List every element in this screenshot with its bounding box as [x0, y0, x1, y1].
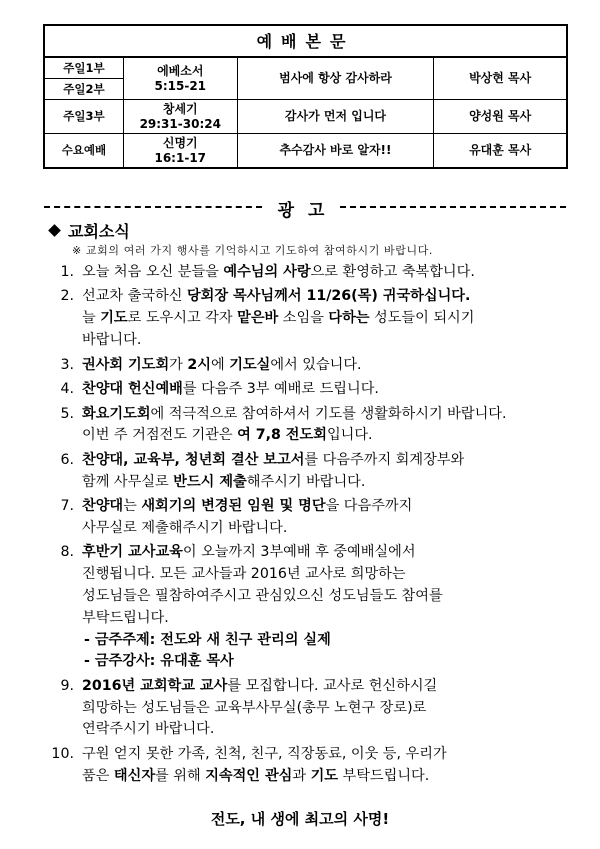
notice-line [82, 379, 570, 401]
notice-text: 연락주시기 바랍니다. [82, 721, 215, 738]
notice-item [40, 676, 570, 741]
worship-table-title: 예배본문 [44, 25, 567, 57]
notice-emphasis: 찬양대 헌신예배 [82, 381, 183, 398]
notice-line [82, 355, 570, 377]
notice-text: 로 도우시고 각자 [127, 310, 238, 327]
notice-number: 10. [51, 745, 74, 762]
notice-line [82, 450, 570, 472]
notice-line [82, 744, 570, 766]
notice-line [82, 586, 570, 608]
notice-line [82, 698, 570, 720]
notice-emphasis: 기도 [310, 767, 338, 784]
notice-text: 바랍니다. [82, 332, 142, 349]
worship-table [43, 24, 568, 169]
notice-text: 사무실로 제출해주시기 바랍니다. [82, 519, 288, 536]
notice-line [82, 330, 570, 352]
scripture-cell [123, 57, 237, 100]
diamond-bullet-icon [48, 224, 61, 237]
notice-text: 구원 얻지 못한 가족, 친척, 친구, 직장동료, 이웃 등, 우리가 [82, 745, 447, 762]
notice-item [40, 744, 570, 788]
notice-item [40, 404, 570, 448]
scripture-cell [123, 100, 237, 134]
notice-list [40, 262, 570, 790]
scripture-book: 신명기 [162, 135, 198, 150]
notice-text: 희망하는 성도님들은 교육부사무실(총무 노현구 장로)로 [82, 699, 427, 716]
notice-emphasis: 반드시 제출 [173, 473, 247, 490]
notice-number: 4. [60, 381, 74, 398]
notice-text: 는 [123, 498, 142, 515]
notice-text: 에 적극적으로 참여하셔서 기도를 생활화하시기 바랍니다. [150, 405, 507, 422]
notice-line [82, 542, 570, 564]
scripture-ref: 29:31-30:24 [139, 116, 221, 131]
service-name: 수요예배 [44, 134, 123, 169]
notice-text: 늘 [82, 310, 101, 327]
notice-emphasis: 기도 [100, 310, 128, 327]
notice-line [82, 518, 570, 540]
notice-emphasis: 태신자 [113, 767, 156, 784]
notice-text: 해주시기 바랍니다. [246, 473, 366, 490]
notice-text: 부탁드립니다. [82, 609, 169, 626]
notice-emphasis: 후반기 교사교육 [82, 544, 183, 561]
preacher-name: 유대훈 목사 [434, 134, 567, 169]
closing-slogan: 전도, 내 생에 최고의 사명! [210, 810, 390, 828]
notice-emphasis: 지속적인 관심 [205, 767, 293, 784]
notice-text: 부탁드립니다. [338, 767, 430, 784]
section-title: 교회소식 [68, 221, 130, 241]
sermon-title: 범사에 항상 감사하라 [237, 57, 434, 100]
sermon-title: 감사가 먼저 입니다 [237, 100, 434, 134]
notice-text: 이 오늘까지 3부예배 후 중예배실에서 [182, 544, 416, 561]
ads-heading [0, 196, 600, 221]
notice-line [82, 766, 570, 788]
notice-subitem: - 금주주제: 전도와 새 친구 관리의 실제 [84, 631, 331, 648]
scripture-ref: 5:15-21 [154, 78, 207, 93]
notice-item [40, 450, 570, 494]
service-name: 주일2부 [44, 79, 123, 100]
scripture-ref: 16:1-17 [154, 150, 207, 165]
notice-line [82, 262, 570, 284]
notice-number: 1. [60, 264, 74, 280]
notice-emphasis: 기도실 [229, 356, 271, 373]
notice-line [82, 472, 570, 494]
notice-text: 이번 주 거점전도 기관은 [82, 427, 238, 444]
scripture-cell [123, 134, 237, 169]
notice-text: 에서 있습니다. [270, 356, 362, 373]
notice-text: 성도님들은 필참하여주시고 관심있으신 성도님들도 참여를 [82, 587, 443, 604]
notice-text: 품은 [82, 767, 114, 784]
section-heading [50, 219, 130, 241]
notice-emphasis: 2016년 교회학교 교사 [82, 677, 228, 694]
section-note: ※ 교회의 여러 가지 행사를 기억하시고 기도하여 참여하시기 바랍니다. [72, 244, 434, 257]
notice-text: 를 위해 [155, 767, 206, 784]
notice-line [82, 425, 570, 447]
notice-emphasis: 찬양대 [82, 498, 124, 515]
notice-emphasis: 당회장 목사님께서 11/26(목) 귀국하십니다. [186, 288, 471, 305]
ads-title: 광고 [277, 201, 339, 221]
preacher-name: 양성원 목사 [434, 100, 567, 134]
notice-emphasis: 여 7,8 전도회 [237, 427, 327, 444]
notice-text: 선교차 출국하신 [82, 288, 187, 305]
notice-number: 9. [60, 677, 74, 694]
notice-line [82, 608, 570, 630]
notice-emphasis: 화요기도회 [82, 405, 151, 422]
notice-text: 에 [210, 356, 230, 373]
notice-text: 소임을 [278, 310, 329, 327]
notice-emphasis: 예수님의 사랑 [223, 264, 311, 280]
notice-item [40, 355, 570, 377]
notice-text: 오늘 처음 오신 분들을 [82, 264, 224, 280]
notice-line [82, 404, 570, 426]
notice-number: 8. [60, 544, 74, 561]
divider [44, 206, 262, 208]
scripture-book: 창세기 [162, 101, 198, 116]
scripture-book: 에베소서 [157, 63, 204, 78]
notice-text: 진행됩니다. 모든 교사들과 2016년 교사로 희망하는 [82, 566, 406, 583]
notice-emphasis: 찬양대, 교육부, 청년회 결산 보고서 [82, 451, 305, 468]
notice-item [40, 496, 570, 540]
notice-line [82, 564, 570, 586]
notice-text: 가 [169, 356, 188, 373]
notice-text: 입니다. [326, 427, 373, 444]
notice-number: 2. [60, 288, 74, 305]
notice-number: 5. [60, 405, 74, 422]
notice-text: 를 다음주 3부 예배로 드립니다. [182, 381, 379, 398]
notice-subitem: - 금주강사: 유대훈 목사 [84, 653, 234, 670]
notice-text: 를 다음주까지 회계장부와 [304, 451, 465, 468]
notice-emphasis: 맡은바 [237, 310, 279, 327]
notice-number: 7. [60, 498, 74, 515]
notice-number: 3. [60, 356, 74, 373]
notice-emphasis: 2시 [187, 356, 211, 373]
notice-line [82, 676, 570, 698]
notice-item [40, 286, 570, 351]
notice-text: 과 [292, 767, 311, 784]
notice-item [40, 542, 570, 673]
notice-text: 을 다음주까지 [325, 498, 413, 515]
notice-item [40, 379, 570, 401]
notice-text: 를 모집합니다. 교사로 헌신하시길 [227, 677, 438, 694]
notice-text: 함께 사무실로 [82, 473, 174, 490]
notice-emphasis: 권사회 기도회 [82, 356, 170, 373]
notice-item [40, 262, 570, 284]
notice-line [82, 719, 570, 741]
service-name: 주일1부 [44, 57, 123, 79]
notice-text: 성도들이 되시기 [369, 310, 475, 327]
service-name: 주일3부 [44, 100, 123, 134]
notice-line [82, 496, 570, 518]
preacher-name: 박상현 목사 [434, 57, 567, 100]
notice-emphasis: 새회기의 변경된 임원 및 명단 [141, 498, 326, 515]
sermon-title: 추수감사 바로 알자!! [237, 134, 434, 169]
notice-line [82, 286, 570, 308]
notice-line [82, 308, 570, 330]
notice-number: 6. [60, 451, 74, 468]
notice-text: 으로 환영하고 축복합니다. [310, 264, 475, 280]
notice-emphasis: 다하는 [328, 310, 370, 327]
divider [340, 206, 566, 208]
